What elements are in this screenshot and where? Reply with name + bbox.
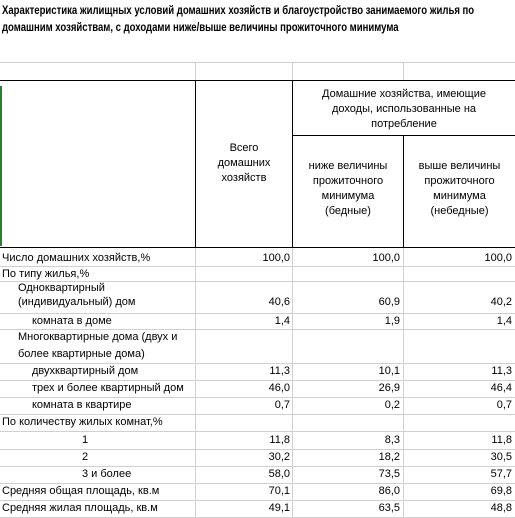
- grid-line: [0, 431, 515, 432]
- header-bottom-border: [0, 247, 515, 248]
- row-label[interactable]: более квартирные дома): [18, 348, 145, 360]
- grid-line: [0, 500, 515, 501]
- cell-total[interactable]: 40,6: [268, 296, 290, 308]
- grid-line: [0, 62, 515, 63]
- row-label[interactable]: двухквартирный дом: [32, 365, 139, 377]
- grid-line: [0, 380, 515, 381]
- cell-total[interactable]: 1,4: [274, 315, 290, 327]
- cell-above[interactable]: 46,4: [490, 382, 512, 394]
- cell-above[interactable]: 0,7: [496, 399, 512, 411]
- grid-line: [0, 266, 515, 267]
- row-label[interactable]: трех и более квартирный дом: [32, 382, 184, 394]
- cell-above[interactable]: 11,8: [491, 434, 512, 446]
- row-label[interactable]: (индивидуальный) дом: [18, 296, 136, 308]
- row-label[interactable]: 3 и более: [82, 468, 132, 480]
- header-above: выше величины прожиточного минимума (небедные): [418, 160, 501, 217]
- cell-below[interactable]: 8,3: [384, 434, 400, 446]
- cell-total[interactable]: 100,0: [262, 252, 290, 264]
- row-label[interactable]: Одноквартирный: [18, 282, 105, 294]
- row-label[interactable]: Средняя жилая площадь, кв.м: [2, 502, 158, 514]
- cell-total[interactable]: 70,1: [268, 485, 290, 497]
- cell-above[interactable]: 48,8: [490, 502, 512, 514]
- cell-total[interactable]: 46,0: [268, 382, 290, 394]
- cell-total[interactable]: 11,8: [269, 434, 290, 446]
- grid-line: [0, 397, 515, 398]
- grid-line: [0, 449, 515, 450]
- cell-above[interactable]: 1,4: [496, 315, 512, 327]
- cell-above[interactable]: 30,5: [490, 451, 512, 463]
- row-label[interactable]: комната в доме: [32, 315, 112, 327]
- cell-total[interactable]: 30,2: [268, 451, 290, 463]
- row-label[interactable]: По количеству жилых комнат,%: [2, 416, 163, 428]
- sheet-title: Характеристика жилищных условий домашних хозяйств и благоустройство занимаемого жилья по домашним хозяйствам, с доходами ниже/выше величины прожиточного минимума: [2, 5, 475, 34]
- cell-below[interactable]: 10,1: [378, 365, 400, 377]
- grid-line: [0, 483, 515, 484]
- cell-above[interactable]: 57,7: [490, 468, 512, 480]
- row-label[interactable]: комната в квартире: [32, 399, 132, 411]
- cell-total[interactable]: 0,7: [274, 399, 290, 411]
- row-selection-marker: [0, 86, 2, 246]
- grid-line: [403, 62, 404, 80]
- cell-total[interactable]: 11,3: [269, 365, 290, 377]
- cell-below[interactable]: 86,0: [378, 485, 400, 497]
- row-label[interactable]: Средняя общая площадь, кв.м: [2, 485, 160, 497]
- grid-line: [0, 313, 515, 314]
- row-label[interactable]: По типу жилья,%: [2, 268, 90, 280]
- grid-line: [0, 329, 515, 330]
- row-label[interactable]: Многоквартирные дома (двух и: [18, 331, 178, 343]
- grid-line: [292, 62, 293, 80]
- grid-line: [0, 466, 515, 467]
- cell-below[interactable]: 60,9: [378, 296, 400, 308]
- header-below: ниже величины прожиточного минимума (бедные): [308, 160, 388, 217]
- cell-below[interactable]: 1,9: [384, 315, 400, 327]
- header-total: Всего домашних хозяйств: [217, 142, 271, 184]
- cell-below[interactable]: 100,0: [372, 252, 400, 264]
- cell-below[interactable]: 63,5: [378, 502, 400, 514]
- header-group: Домашние хозяйства, имеющие доходы, использованные на потребление: [322, 88, 486, 130]
- cell-above[interactable]: 69,8: [490, 485, 512, 497]
- row-label[interactable]: 1: [82, 434, 89, 446]
- row-label[interactable]: 2: [82, 451, 89, 463]
- cell-below[interactable]: 26,9: [378, 382, 400, 394]
- cell-below[interactable]: 0,2: [384, 399, 400, 411]
- header-top-border: [0, 80, 515, 81]
- grid-line: [195, 62, 196, 80]
- cell-below[interactable]: 18,2: [378, 451, 400, 463]
- cell-above[interactable]: 40,2: [490, 296, 512, 308]
- cell-total[interactable]: 58,0: [268, 468, 290, 480]
- cell-above[interactable]: 100,0: [484, 252, 512, 264]
- cell-above[interactable]: 11,3: [491, 365, 512, 377]
- row-label[interactable]: Число домашних хозяйств,%: [2, 252, 151, 264]
- cell-below[interactable]: 73,5: [378, 468, 400, 480]
- grid-line: [0, 363, 515, 364]
- grid-line: [0, 414, 515, 415]
- cell-total[interactable]: 49,1: [268, 502, 290, 514]
